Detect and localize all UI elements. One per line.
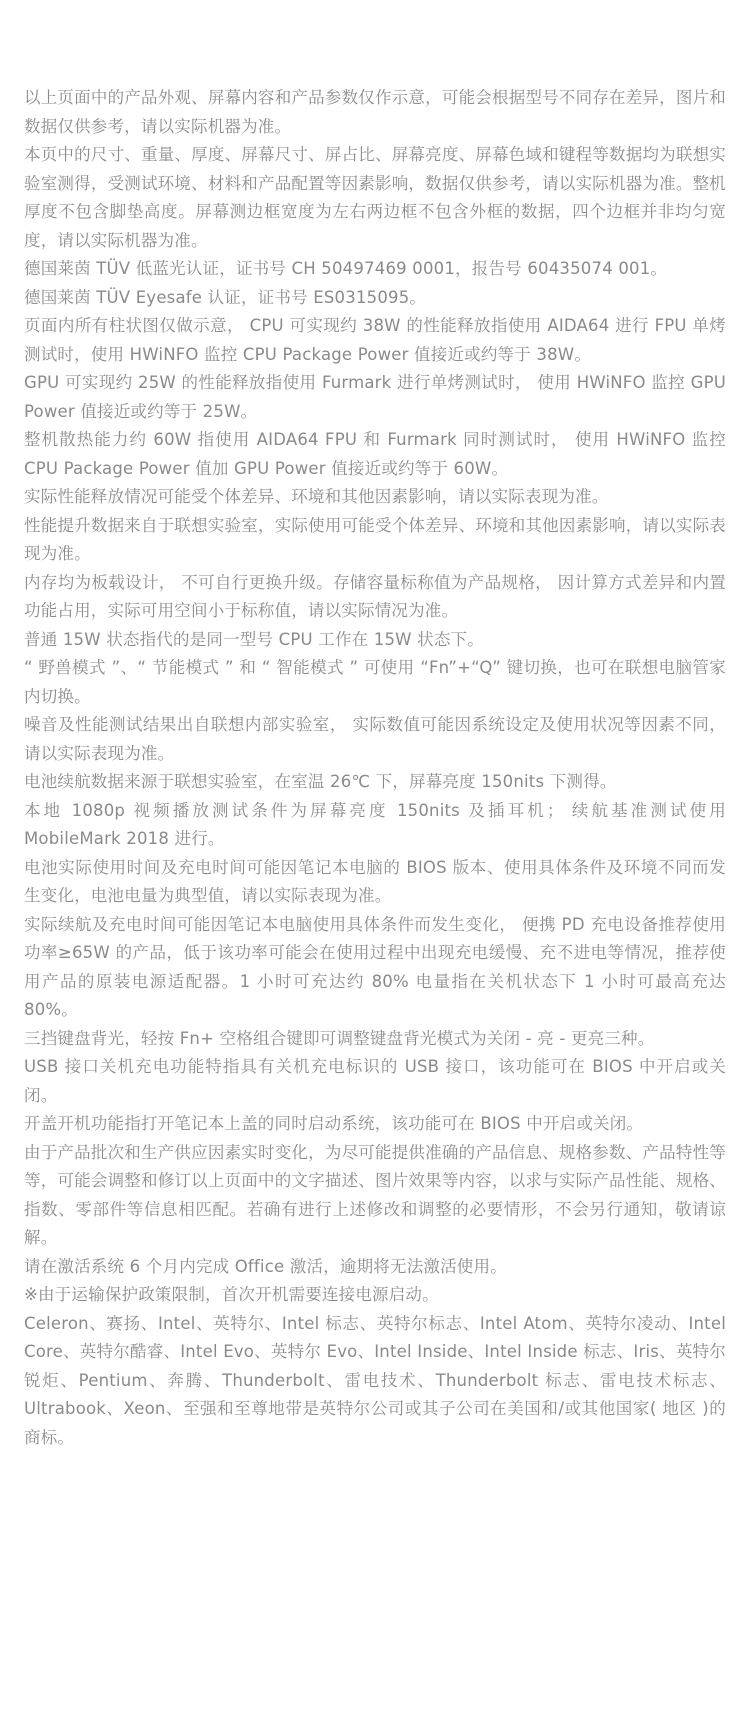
- note-15w-state: 普通 15W 状态指代的是同一型号 CPU 工作在 15W 状态下。: [24, 629, 484, 649]
- note-dimensions-data: 本页中的尺寸、重量、厚度、屏幕尺寸、屏占比、屏幕亮度、屏幕色域和键程等数据均为联想实验室测得，受测试环境、材料和产品配置等因素影响，数据仅供参考，请以实际机器为准。整机厚度不包含脚垫高度。屏幕测边框宽度为左右两边框不包含外框的数据，四个边框并非均匀宽度，请以实际机器为准。: [24, 145, 726, 250]
- note-performance-gain: 性能提升数据来自于联想实验室，实际使用可能受个体差异、环境和其他因素影响，请以实际表现为准。: [24, 515, 726, 563]
- note-noise-test: 噪音及性能测试结果出自联想内部实验室， 实际数值可能因系统设定及使用状况等因素不同，请以实际表现为准。: [24, 715, 726, 763]
- note-keyboard-backlight: 三挡键盘背光，轻按 Fn+ 空格组合键即可调整键盘背光模式为关闭 - 亮 - 更亮三种。: [24, 1028, 655, 1048]
- note-office-activation: 请在激活系统 6 个月内完成 Office 激活，逾期将无法激活使用。: [24, 1256, 507, 1276]
- note-thermal-capacity: 整机散热能力约 60W 指使用 AIDA64 FPU 和 Furmark 同时测试时， 使用 HWiNFO 监控 CPU Package Power 值加 GPU Power 值接近或约等于 60W。: [24, 430, 726, 478]
- note-gpu-performance: GPU 可实现约 25W 的性能释放指使用 Furmark 进行单烤测试时， 使用 HWiNFO 监控 GPU Power 值接近或约等于 25W。: [24, 373, 726, 421]
- note-performance-modes: “ 野兽模式 ”、“ 节能模式 ” 和 “ 智能模式 ” 可使用 “Fn”+“Q” 键切换，也可在联想电脑管家内切换。: [24, 658, 726, 706]
- note-intel-trademarks: Celeron、赛扬、Intel、英特尔、Intel 标志、英特尔标志、Intel Atom、英特尔凌动、Intel Core、英特尔酷睿、Intel Evo、英特尔 Evo、Intel Inside、Intel Inside 标志、Iris、英特尔锐炬、Pentium、奔腾、Thunderbolt、雷电技术、Thunderbolt 标志、雷电技术标志、Ultrabook、Xeon、至强和至尊地带是英特尔公司或其子公司在美国和/或其他国家( 地区 )的商标。: [24, 1313, 726, 1447]
- note-lid-open-boot: 开盖开机功能指打开笔记本上盖的同时启动系统，该功能可在 BIOS 中开启或关闭。: [24, 1114, 644, 1133]
- note-content-revision: 由于产品批次和生产供应因素实时变化，为尽可能提供准确的产品信息、规格参数、产品特性等等，可能会调整和修订以上页面中的文字描述、图片效果等内容，以求与实际产品性能、规格、指数、零部件等信息相匹配。若确有进行上述修改和调整的必要情形，不会另行通知，敬请谅解。: [24, 1142, 726, 1247]
- note-product-appearance: 以上页面中的产品外观、屏幕内容和产品参数仅作示意，可能会根据型号不同存在差异，图片和数据仅供参考，请以实际机器为准。: [24, 88, 726, 136]
- disclaimer-notes: [24, 84, 726, 1452]
- note-tuv-low-blue-light: 德国莱茵 TÜV 低蓝光认证，证书号 CH 50497469 0001，报告号 60435074 001。: [24, 259, 668, 278]
- note-cpu-performance: 页面内所有柱状图仅做示意， CPU 可实现约 38W 的性能释放指使用 AIDA64 进行 FPU 单烤测试时，使用 HWiNFO 监控 CPU Package Power 值接近或约等于 38W。: [24, 316, 726, 364]
- note-charging: 实际续航及充电时间可能因笔记本电脑使用具体条件而发生变化， 便携 PD 充电设备推荐使用功率≥65W 的产品，低于该功率可能会在使用过程中出现充电缓慢、充不进电等情况，推荐使用产品的原装电源适配器。1 小时可充达约 80% 电量指在关机状态下 1 小时可最高充达 80%。: [24, 914, 726, 1019]
- note-usb-charging: USB 接口关机充电功能特指具有关机充电标识的 USB 接口，该功能可在 BIOS 中开启或关闭。: [24, 1057, 726, 1105]
- note-battery-variance: 电池实际使用时间及充电时间可能因笔记本电脑的 BIOS 版本、使用具体条件及环境不同而发生变化，电池电量为典型值，请以实际表现为准。: [24, 857, 726, 905]
- note-memory-storage: 内存均为板载设计， 不可自行更换升级。存储容量标称值为产品规格， 因计算方式差异和内置功能占用，实际可用空间小于标称值，请以实际情况为准。: [24, 572, 726, 620]
- note-actual-performance: 实际性能释放情况可能受个体差异、环境和其他因素影响，请以实际表现为准。: [24, 487, 609, 506]
- note-video-playback-test: 本地 1080p 视频播放测试条件为屏幕亮度 150nits 及插耳机； 续航基准测试使用 MobileMark 2018 进行。: [24, 800, 726, 848]
- note-tuv-eyesafe: 德国莱茵 TÜV Eyesafe 认证，证书号 ES0315095。: [24, 287, 427, 307]
- note-battery-source: 电池续航数据来源于联想实验室，在室温 26℃ 下，屏幕亮度 150nits 下测得。: [24, 772, 617, 791]
- note-transport-protection: ※由于运输保护政策限制，首次开机需要连接电源启动。: [24, 1285, 439, 1304]
